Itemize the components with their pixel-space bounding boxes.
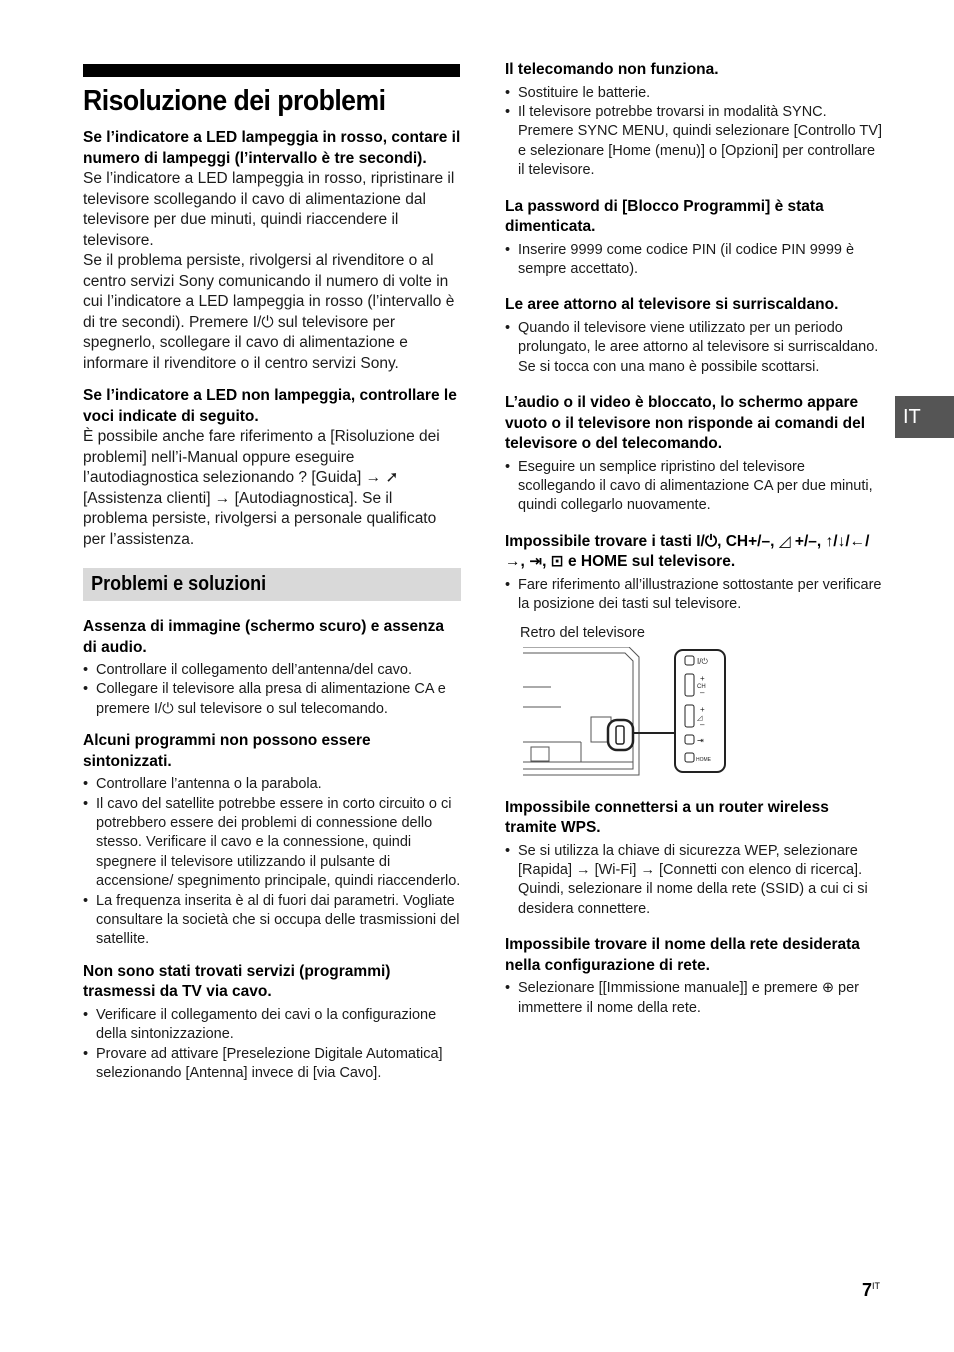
list-item: • Provare ad attivare [Preselezione Digitale Automatica] selezionando [Antenna] invece di [via Cavo]. [83,1045,461,1084]
diagram-label: Retro del televisore [520,624,645,641]
heat-heading: Le aree attorno al televisore si surriscaldano. [505,296,839,314]
page-title: Risoluzione dei problemi [83,85,386,117]
no-picture-heading: Assenza di immagine (schermo scuro) e assenza di audio. [83,618,444,656]
tv-back-panel [523,647,639,775]
list-item: • Sostituire le batterie. [505,84,883,103]
tuning-list [83,775,461,950]
cable-list [83,1006,461,1084]
title-rule [83,64,460,77]
led-off-heading: Se l’indicatore a LED non lampeggia, controllare le voci indicate di seguito. [83,387,457,425]
remote-list [505,84,883,181]
led-red-body-2: Se il problema persiste, rivolgersi al rivenditore o al centro servizi Sony comunicando il numero di volte in cui l’indicatore a LED lampeggia in rosso (l’intervallo è di tre secondi). Premere I/⏻ sul televisore per spegnerlo, scollegare il cavo di alimentazione e informare il rivenditore o il centro servizi Sony. [83,252,455,372]
svg-text:+: + [700,704,705,714]
page-number-value: 7 [862,1280,873,1300]
input-symbol-icon: ⇥ [697,735,704,745]
svg-text:–: – [700,687,705,697]
list-item: • Eseguire un semplice ripristino del televisore scollegando il cavo di alimentazione CA per due minuti, quindi collegarlo nuovamente. [505,458,883,516]
home-label: HOME [696,756,711,763]
network-name-heading: Impossibile trovare il nome della rete desiderata nella configurazione di rete. [505,936,860,974]
section-band [83,568,461,601]
led-off-body: È possibile anche fare riferimento a [Risoluzione dei problemi] nell’i-Manual oppure eseguire l’autodiagnostica selezionando ? [Guida] → ➚ [Assistenza clienti] → [Autodiagnostica]. Se il problema persiste, rivolgersi a personale qualificato per l’assistenza. [83,428,440,548]
svg-text:+: + [700,673,705,683]
no-picture-list [83,661,461,719]
led-red-heading: Se l’indicatore a LED lampeggia in rosso, contare il numero di lampeggi (l’intervallo è tre secondi). [83,129,461,167]
list-item: • La frequenza inserita è al di fuori dai parametri. Vogliate consultare la società che si occupa delle trasmissioni del satellite. [83,892,461,950]
language-tab: IT [895,396,954,438]
side-button-zoom-marker [608,720,675,750]
list-item: • Selezionare [[Immissione manuale]] e premere ⊕ per immettere il nome della rete. [505,979,883,1018]
right-column [505,60,883,1018]
cable-heading: Non sono stati trovati servizi (programmi) trasmessi da TV via cavo. [83,962,391,1001]
buttons-list [505,576,883,615]
network-name-list [505,979,883,1018]
tv-rear-diagram [521,647,731,777]
page-number [862,1280,880,1301]
list-item: • Collegare il televisore alla presa di alimentazione CA e premere I/⏻ sul televisore o sul telecomando. [83,680,461,719]
section-band-title: Problemi e soluzioni [91,573,267,595]
remote-heading: Il telecomando non funziona. [505,61,719,78]
list-item: • Il televisore potrebbe trovarsi in modalità SYNC. Premere SYNC MENU, quindi selezionare [Controllo TV] e selezionare [Home (menu)] o [Opzioni] per controllare il televisore. [505,103,883,181]
list-item: • Il cavo del satellite potrebbe essere in corto circuito o ci potrebbero essere dei problemi di connessione dello stesso. Verificare il cavo e la connessione, quindi spegnere il televisore utilizzando il pulsante di accensione/ spegnimento principale, quindi riaccenderlo. [83,795,461,892]
page-number-suffix: IT [872,1281,881,1291]
password-list [505,241,883,280]
power-symbol-icon: I/⏻ [697,656,708,666]
list-item: • Se si utilizza la chiave di sicurezza WEP, selezionare [Rapida] → [Wi-Fi] → [Connetti con elenco di ricerca]. Quindi, selezionare il nome della rete (SSID) a cui ci si desidera connettere. [505,842,883,920]
list-item: • Quando il televisore viene utilizzato per un periodo prolungato, le aree attorno al televisore si surriscaldano. Se si tocca con una mano è possibile scottarsi. [505,319,883,377]
frozen-list [505,458,883,516]
svg-text:–: – [700,719,705,729]
led-red-body-1: Se l’indicatore a LED lampeggia in rosso, ripristinare il televisore scollegando il cavo di alimentazione dal televisore per due minuti, quindi riaccendere il televisore. [83,170,455,249]
list-item: • Fare riferimento all’illustrazione sottostante per verificare la posizione dei tasti sul televisore. [505,576,883,615]
volume-symbol-icon: ◿ [697,714,703,722]
list-item: • Inserire 9999 come codice PIN (il codice PIN 9999 è sempre accettato). [505,241,883,280]
list-item: • Controllare l’antenna o la parabola. [83,775,461,794]
wps-list [505,842,883,920]
tuning-heading: Alcuni programmi non possono essere sintonizzati. [83,732,371,770]
wps-heading: Impossibile connettersi a un router wireless tramite WPS. [505,798,829,837]
password-heading: La password di [Blocco Programmi] è stata dimenticata. [505,197,824,236]
buttons-heading: Impossibile trovare i tasti I/⏻, CH+/–, ◿ +/–, ↑/↓/←/→, ⇥, ⊡ e HOME sul televisore. [505,532,870,571]
list-item: • Verificare il collegamento dei cavi o la configurazione della sintonizzazione. [83,1006,461,1045]
list-item: • Controllare il collegamento dell’antenna/del cavo. [83,661,461,680]
frozen-heading: L’audio o il video è bloccato, lo schermo appare vuoto o il televisore non risponde ai comandi del televisore o del telecomando. [505,394,866,453]
ch-label: CH [697,683,706,690]
button-panel [675,650,725,772]
left-column [83,64,461,1084]
heat-list [505,319,883,377]
